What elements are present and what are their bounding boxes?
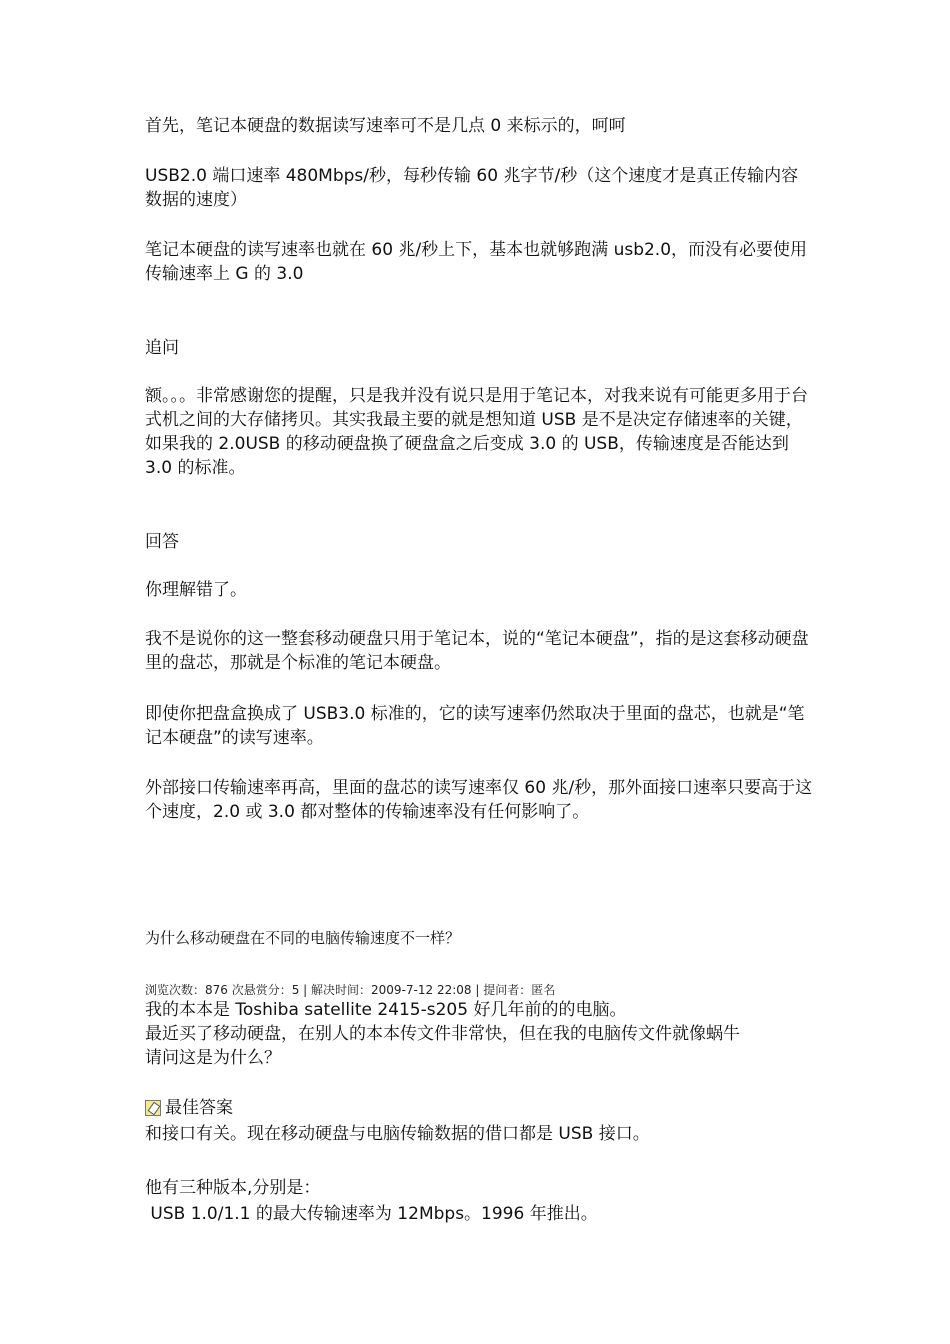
paragraph-4: 额。。。非常感谢您的提醒，只是我并没有说只是用于笔记本，对我来说有可能更多用于台式机之间的大存储拷贝。其实我最主要的就是想知道 USB 是不是决定存储速率的关键，如果我的 2.0USB 的移动硬盘换了硬盘盒之后变成 3.0 的 USB，传输速度是否能达到 3.0 的标准。	[145, 386, 808, 478]
paragraph-2: USB2.0 端口速率 480Mbps/秒，每秒传输 60 兆字节/秒（这个速度才是真正传输内容数据的速度）	[145, 166, 799, 210]
best-answer-icon	[145, 1100, 161, 1116]
question-body-2: 最近买了移动硬盘，在别人的本本传文件非常快，但在我的电脑传文件就像蜗牛	[145, 1024, 740, 1044]
paragraph-3: 笔记本硬盘的读写速率也就在 60 兆/秒上下，基本也就够跑满 usb2.0，而没有必要使用传输速率上 G 的 3.0	[145, 240, 808, 284]
answer-label: 回答	[145, 532, 179, 552]
question-body-3: 请问这是为什么？	[145, 1048, 281, 1068]
best-answer-line-2: 他有三种版本,分别是：	[145, 1178, 321, 1198]
best-answer-line-3: USB 1.0/1.1 的最大传输速率为 12Mbps。1996 年推出。	[145, 1204, 598, 1224]
best-answer-label: 最佳答案	[165, 1098, 233, 1118]
paragraph-7: 即使你把盘盒换成了 USB3.0 标准的，它的读写速率仍然取决于里面的盘芯，也就是“笔记本硬盘”的读写速率。	[145, 704, 805, 748]
question-meta: 浏览次数：876 次悬赏分：5 | 解决时间：2009-7-12 22:08 | 提问者：匿名	[145, 983, 556, 997]
paragraph-1: 首先，笔记本硬盘的数据读写速率可不是几点 0 来标示的，呵呵	[145, 116, 626, 136]
paragraph-5: 你理解错了。	[145, 580, 247, 600]
question-body-1: 我的本本是 Toshiba satellite 2415-s205 好几年前的的电脑。	[145, 1000, 627, 1020]
best-answer-line-1: 和接口有关。现在移动硬盘与电脑传输数据的借口都是 USB 接口。	[145, 1124, 650, 1144]
question-title: 为什么移动硬盘在不同的电脑传输速度不一样？	[145, 929, 461, 947]
paragraph-6: 我不是说你的这一整套移动硬盘只用于笔记本，说的“笔记本硬盘”，指的是这套移动硬盘里的盘芯，那就是个标准的笔记本硬盘。	[145, 629, 809, 673]
paragraph-8: 外部接口传输速率再高，里面的盘芯的读写速率仅 60 兆/秒，那外面接口速率只要高于这个速度，2.0 或 3.0 都对整体的传输速率没有任何影响了。	[145, 778, 813, 822]
best-answer-header	[145, 1096, 815, 1120]
followup-label: 追问	[145, 338, 179, 358]
